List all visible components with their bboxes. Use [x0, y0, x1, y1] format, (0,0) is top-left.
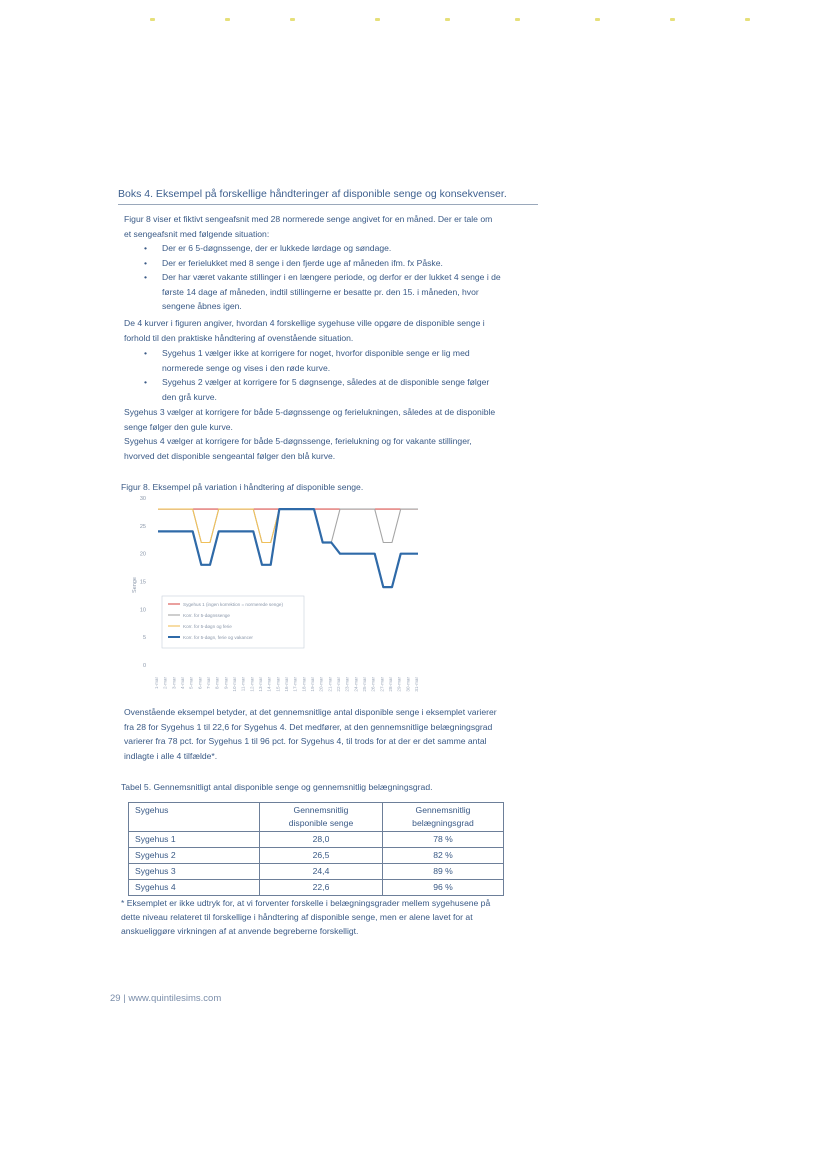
decor-dot [745, 18, 750, 21]
y-tick-label: 20 [139, 551, 146, 558]
table-cell: Sygehus 1 [129, 832, 260, 848]
x-tick-label: 8-mar [214, 677, 220, 689]
text-line: Ovenstående eksempel betyder, at det gennemsnitlige antal disponible senge i eksemplet varierer [124, 707, 497, 717]
x-tick-label: 1-mar [154, 677, 159, 689]
y-tick-label: 0 [142, 663, 146, 669]
decor-dot [225, 18, 230, 21]
table-cell: Sygehus 3 [129, 864, 260, 880]
list-item: • Sygehus 1 vælger ikke at korrigere for noget, hvorfor disponible senge er lig med normerede senge og vises i den røde kurve. [140, 346, 580, 375]
table-cell: 28,0 [260, 832, 383, 848]
x-tick-label: 23-mar [344, 677, 350, 692]
column-header: Gennemsnitlig disponible senge [260, 803, 383, 832]
text-line: Sygehus 4 vælger at korrigere for både 5-døgnssenge, ferielukning og for vakante stillinger, [124, 436, 472, 446]
decor-dot [375, 18, 380, 21]
text-line: indlagte i alle 4 tilfælde*. [124, 750, 218, 761]
x-tick-label: 16-mar [284, 677, 289, 692]
bed-variation-chart [128, 490, 428, 700]
y-tick-label: 15 [139, 579, 146, 586]
decor-dot [515, 18, 520, 21]
y-tick-label: 25 [139, 523, 146, 530]
x-tick-label: 21-mar [327, 677, 333, 692]
y-axis-label: Senge [132, 577, 138, 593]
text-line: Sygehus 3 vælger at korrigere for både 5-døgnssenge og ferielukningen, således at de disponible [124, 407, 496, 417]
x-tick-label: 14-mar [266, 677, 272, 692]
table-row [129, 832, 504, 848]
list-item: • Der er ferielukket med 8 senge i den fjerde uge af måneden ifm. fx Påske. [140, 256, 580, 271]
table-row [129, 848, 504, 864]
x-tick-label: 24-mar [353, 677, 359, 692]
text-line: De 4 kurver i figuren angiver, hvordan 4 forskellige sygehuse ville opgøre de disponible senge i [124, 318, 485, 328]
table-cell: 82 % [383, 848, 504, 864]
top-decoration [60, 18, 780, 28]
x-tick-label: 5-mar [188, 677, 194, 689]
decor-dot [670, 18, 675, 21]
y-tick-label: 30 [139, 496, 146, 502]
text-line: dette niveau relateret til forskellige i håndtering af disponible senge, men er alene lavet for at [121, 912, 473, 922]
text-line: senge følger den gule kurve. [124, 421, 233, 432]
x-tick-label: 4-mar [180, 677, 185, 689]
hospital-3-paragraph [124, 405, 584, 434]
x-tick-label: 28-mar [388, 677, 393, 692]
table-cell: 22,6 [260, 880, 383, 896]
decor-dot [290, 18, 295, 21]
text-line: varierer fra 78 pct. for Sygehus 1 til 96 pct. for Sygehus 4, til trods for at der er det samme antal [124, 736, 487, 747]
x-tick-label: 10-mar [232, 677, 237, 692]
table-cell: 24,4 [260, 864, 383, 880]
table-cell: 26,5 [260, 848, 383, 864]
situation-list [140, 241, 580, 314]
table-caption: Tabel 5. Gennemsnitligt antal disponible senge og gennemsnitlig belægningsgrad. [121, 782, 433, 792]
legend-entry: Sygehus 1 (ingen korrektion = normerede senge) [183, 602, 283, 607]
text-line: hvorved det disponible sengeantal følger den blå kurve. [124, 450, 336, 461]
x-tick-label: 26-mar [370, 677, 376, 692]
box-title-divider [118, 204, 538, 205]
x-tick-label: 13-mar [258, 677, 263, 692]
legend-entry: Korr. for 5-døgn og ferie [183, 624, 232, 629]
legend-entry: Korr. for 5-døgn, ferie og vakancer [183, 635, 253, 640]
x-tick-label: 29-mar [396, 677, 402, 692]
hospital-list [140, 346, 580, 404]
x-tick-label: 22-mar [336, 677, 341, 692]
x-tick-label: 11-mar [240, 677, 246, 692]
series-line-4 [158, 509, 418, 587]
table-cell: 78 % [383, 832, 504, 848]
summary-paragraph [124, 705, 584, 763]
x-tick-label: 18-mar [301, 677, 307, 692]
hospital-4-paragraph [124, 434, 584, 463]
decor-dot [445, 18, 450, 21]
list-item: • Der har været vakante stillinger i en længere periode, og derfor er der lukket 4 senge i de første 14 dage af måneden, indtil stillingerne er besatte pr. den 15. i måneden, hvor sengene åbnes igen. [140, 270, 580, 314]
x-tick-label: 9-mar [223, 677, 229, 689]
bed-table [128, 802, 504, 896]
column-header: Gennemsnitlig belægningsgrad [383, 803, 504, 832]
intro-paragraph [124, 212, 574, 241]
y-tick-label: 10 [139, 607, 146, 614]
table-cell: Sygehus 4 [129, 880, 260, 896]
x-tick-label: 17-mar [292, 677, 298, 692]
column-header: Sygehus [129, 803, 260, 832]
text-line: et sengeafsnit med følgende situation: [124, 228, 270, 239]
x-tick-label: 7-mar [206, 677, 211, 689]
list-item: • Der er 6 5-døgnssenge, der er lukkede lørdage og søndage. [140, 241, 580, 256]
figure-caption: Figur 8. Eksempel på variation i håndtering af disponible senge. [121, 482, 364, 492]
x-tick-label: 2-mar [162, 677, 168, 689]
x-tick-label: 12-mar [249, 677, 255, 692]
text-line: * Eksemplet er ikke udtryk for, at vi forventer forskelle i belægningsgrader mellem sygehusene på [121, 898, 491, 908]
table-header-row [129, 803, 504, 832]
y-tick-label: 5 [142, 635, 146, 642]
x-tick-label: 30-mar [405, 677, 411, 692]
legend-entry: Korr. for 5-døgnssenge [183, 613, 230, 618]
table-cell: 96 % [383, 880, 504, 896]
x-tick-label: 6-mar [197, 677, 203, 689]
box-title: Boks 4. Eksempel på forskellige håndteringer af disponible senge og konsekvenser. [118, 188, 507, 200]
x-tick-label: 20-mar [318, 677, 324, 692]
text-line: forhold til den praktiske håndtering af ovenstående situation. [124, 332, 354, 343]
x-tick-label: 25-mar [362, 677, 367, 692]
table-row [129, 864, 504, 880]
list-item: • Sygehus 2 vælger at korrigere for 5 døgnsenge, således at de disponible senge følger den grå kurve. [140, 375, 580, 404]
table-footnote [121, 896, 571, 938]
decor-dot [595, 18, 600, 21]
table-row [129, 880, 504, 896]
x-tick-label: 31-mar [414, 677, 419, 692]
text-line: fra 28 for Sygehus 1 til 22,6 for Sygehus 4. Det medfører, at den gennemsnitlige belægningsgrad [124, 721, 493, 732]
x-tick-label: 15-mar [275, 677, 281, 692]
table-cell: Sygehus 2 [129, 848, 260, 864]
text-line: Figur 8 viser et fiktivt sengeafsnit med 28 normerede senge angivet for en måned. Der er tale om [124, 214, 493, 224]
page-footer: 29 | www.quintilesims.com [110, 993, 222, 1004]
table-cell: 89 % [383, 864, 504, 880]
text-line: anskueliggøre virkningen af at anvende begreberne forskelligt. [121, 926, 359, 936]
x-tick-label: 27-mar [379, 677, 385, 692]
x-tick-label: 19-mar [310, 677, 315, 692]
x-tick-label: 3-mar [171, 677, 177, 689]
curves-intro-paragraph [124, 316, 574, 345]
decor-dot [150, 18, 155, 21]
